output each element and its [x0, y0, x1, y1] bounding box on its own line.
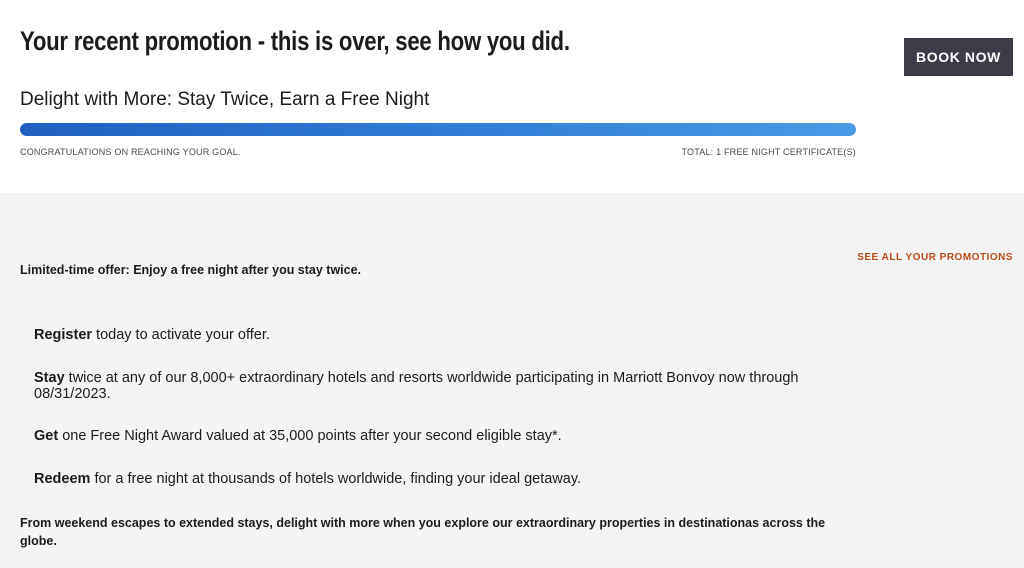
closing-paragraph: From weekend escapes to extended stays, delight with more when you explore our extraordinary properties in destinationas across the globe.	[20, 516, 826, 548]
promotion-summary-section	[0, 0, 1024, 193]
step-redeem	[34, 471, 581, 487]
step-text: twice at any of our 8,000+ extraordinary hotels and resorts worldwide participating in Marriott Bonvoy now through 08/31/2023.	[34, 370, 799, 402]
progress-total-text: TOTAL: 1 FREE NIGHT CERTIFICATE(S)	[681, 147, 856, 157]
step-register	[34, 327, 270, 343]
step-keyword: Redeem	[34, 471, 91, 487]
step-text: today to activate your offer.	[92, 327, 270, 343]
progress-status-text: CONGRATULATIONS ON REACHING YOUR GOAL.	[20, 147, 241, 157]
step-text: for a free night at thousands of hotels worldwide, finding your ideal getaway.	[90, 471, 582, 487]
step-get	[34, 428, 562, 444]
promotion-title: Delight with More: Stay Twice, Earn a Free Night	[20, 89, 430, 110]
step-keyword: Register	[34, 327, 93, 343]
see-all-promotions-link[interactable]: SEE ALL YOUR PROMOTIONS	[857, 252, 1013, 263]
step-keyword: Stay	[34, 370, 65, 386]
book-now-button[interactable]: BOOK NOW	[904, 38, 1013, 76]
step-keyword: Get	[34, 428, 59, 444]
promotion-details-section	[0, 193, 1024, 568]
step-stay	[34, 370, 814, 402]
offer-intro: Limited-time offer: Enjoy a free night after you stay twice.	[20, 263, 362, 277]
page-headline: Your recent promotion - this is over, see how you did.	[20, 26, 570, 56]
progress-bar	[20, 123, 856, 136]
progress-bar-fill	[20, 123, 856, 136]
step-text: one Free Night Award valued at 35,000 points after your second eligible stay*.	[58, 428, 562, 444]
